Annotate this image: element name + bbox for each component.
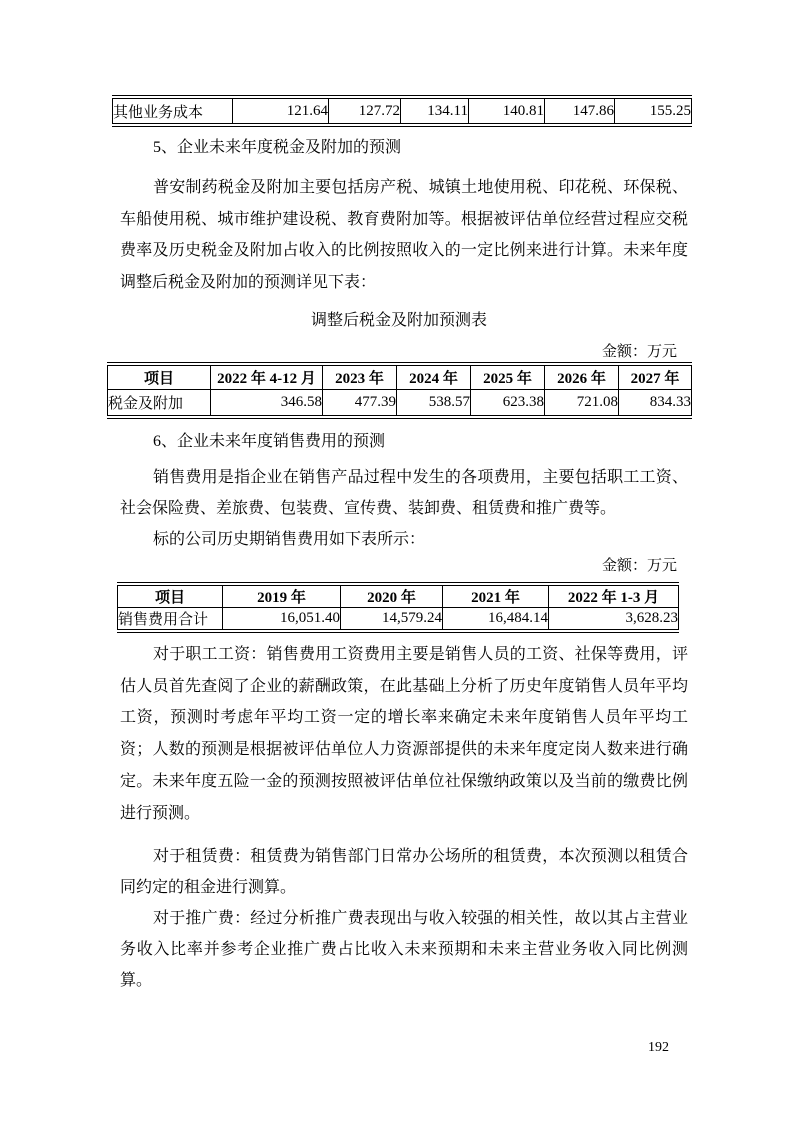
page-number: 192 bbox=[648, 1040, 669, 1055]
partial-row-value: 155.25 bbox=[615, 97, 692, 125]
row-value: 477.39 bbox=[323, 390, 397, 418]
partial-row-value: 127.72 bbox=[329, 97, 401, 125]
partial-row-label: 其他业务成本 bbox=[113, 97, 233, 125]
selling-paragraph-4: 对于租赁费：租赁费为销售部门日常办公场所的租赁费，本次预测以租赁合同约定的租金进行测算。 bbox=[120, 848, 688, 896]
partial-row-value: 147.86 bbox=[545, 97, 615, 125]
row-value: 14,579.24 bbox=[341, 608, 443, 632]
row-label: 销售费用合计 bbox=[118, 608, 223, 632]
selling-paragraph-5: 对于推广费：经过分析推广费表现出与收入较强的相关性，故以其占主营业务收入比率并参考企业推广费占比收入未来预期和未来主营业务收入同比例测算。 bbox=[120, 910, 688, 989]
tax-table-unit-label: 金额：万元 bbox=[601, 344, 677, 360]
row-value: 16,484.14 bbox=[443, 608, 549, 632]
tax-forecast-table bbox=[107, 362, 692, 419]
column-header: 2021 年 bbox=[443, 584, 549, 608]
column-header: 2024 年 bbox=[397, 364, 471, 390]
column-header: 项目 bbox=[108, 364, 211, 390]
tax-paragraph: 普安制药税金及附加主要包括房产税、城镇土地使用税、印花税、环保税、车船使用税、城市维护建设税、教育费附加等。根据被评估单位经营过程应交税费率及历史税金及附加占收入的比例按照收入的一定比例来进行计算。未来年度调整后税金及附加的预测详见下表： bbox=[120, 179, 688, 291]
column-header: 2026 年 bbox=[545, 364, 619, 390]
selling-paragraph-2: 标的公司历史期销售费用如下表所示： bbox=[153, 531, 426, 548]
row-value: 538.57 bbox=[397, 390, 471, 418]
column-header: 2027 年 bbox=[619, 364, 692, 390]
table-header-row bbox=[118, 584, 679, 608]
partial-table bbox=[112, 95, 692, 127]
column-header: 2022 年 4-12 月 bbox=[211, 364, 323, 390]
row-value: 834.33 bbox=[619, 390, 692, 418]
section-heading-tax: 5、企业未来年度税金及附加的预测 bbox=[153, 139, 402, 156]
table-row bbox=[108, 390, 692, 418]
partial-row-value: 134.11 bbox=[401, 97, 469, 125]
section-heading-selling: 6、企业未来年度销售费用的预测 bbox=[153, 433, 386, 450]
row-value: 16,051.40 bbox=[223, 608, 341, 632]
row-value: 623.38 bbox=[471, 390, 545, 418]
tax-table-title: 调整后税金及附加预测表 bbox=[310, 312, 487, 329]
selling-table-unit-label: 金额：万元 bbox=[601, 558, 677, 574]
column-header: 2019 年 bbox=[223, 584, 341, 608]
column-header: 2023 年 bbox=[323, 364, 397, 390]
selling-paragraph-3: 对于职工工资：销售费用工资费用主要是销售人员的工资、社保等费用，评估人员首先查阅了企业的薪酬政策，在此基础上分析了历史年度销售人员年平均工资，预测时考虑年平均工资一定的增长率来确定未来年度销售人员年平均工资；人数的预测是根据被评估单位人力资源部提供的未来年度定岗人数来进行确定。未来年度五险一金的预测按照被评估单位社保缴纳政策以及当前的缴费比例进行预测。 bbox=[120, 646, 688, 822]
row-value: 346.58 bbox=[211, 390, 323, 418]
selling-expense-table bbox=[117, 582, 679, 633]
row-value: 3,628.23 bbox=[549, 608, 679, 632]
partial-row-value: 140.81 bbox=[469, 97, 545, 125]
column-header: 项目 bbox=[118, 584, 223, 608]
table-row bbox=[113, 97, 692, 125]
column-header: 2022 年 1-3 月 bbox=[549, 584, 679, 608]
row-value: 721.08 bbox=[545, 390, 619, 418]
column-header: 2020 年 bbox=[341, 584, 443, 608]
table-row bbox=[118, 608, 679, 632]
partial-row-value: 121.64 bbox=[233, 97, 329, 125]
column-header: 2025 年 bbox=[471, 364, 545, 390]
row-label: 税金及附加 bbox=[108, 390, 211, 418]
table-header-row bbox=[108, 364, 692, 390]
selling-paragraph-1: 销售费用是指企业在销售产品过程中发生的各项费用，主要包括职工工资、社会保险费、差旅费、包装费、宣传费、装卸费、租赁费和推广费等。 bbox=[120, 469, 688, 517]
